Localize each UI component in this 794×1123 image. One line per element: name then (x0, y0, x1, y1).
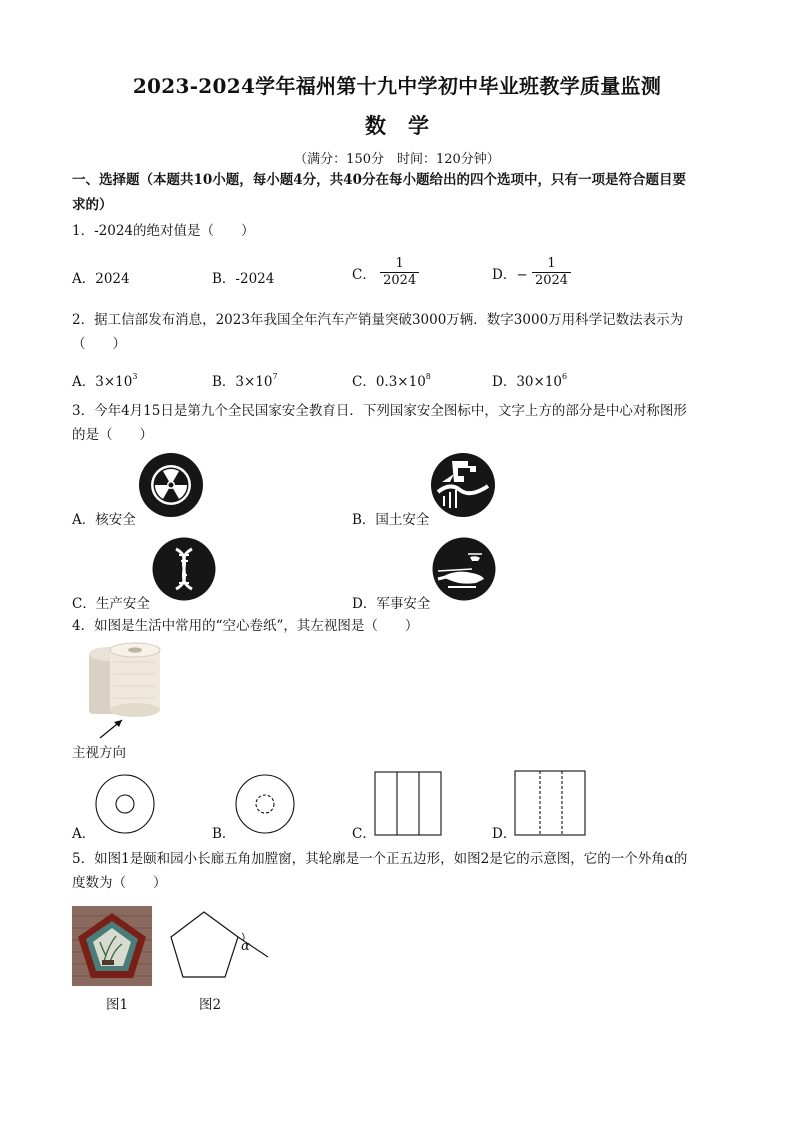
q2-stem-line2: （ ） (72, 336, 126, 352)
q1-option-b: B．-2024 (212, 271, 275, 287)
q1-option-c-label: C． (352, 266, 376, 283)
section-heading-line2: 求的） (72, 197, 113, 213)
exponent: 3 (132, 372, 138, 381)
option-text: B．3×10 (212, 374, 273, 390)
nuclear-safety-icon (138, 452, 204, 518)
q2-option-a (72, 370, 137, 390)
q4-option-a-figure (94, 773, 156, 835)
q4-option-b: B． (212, 826, 236, 842)
exam-title: 2023-2024学年福州第十九中学初中毕业班教学质量监测 (132, 74, 662, 98)
q5-stem-line1: 5．如图1是颐和园小长廊五角加膛窗，其轮廓是一个正五边形，如图2是它的示意图，它的一个外角α的 (72, 851, 688, 867)
q3-option-b: B．国土安全 (352, 512, 430, 528)
q2-option-b (212, 370, 278, 390)
q1-option-d-fraction (532, 256, 571, 289)
dna-production-safety-icon (152, 537, 216, 601)
q4-option-d-figure (514, 770, 588, 838)
q1-option-a: A．2024 (72, 271, 130, 287)
q5-stem (72, 847, 727, 895)
fraction-numerator: 1 (547, 256, 556, 271)
pentagon-diagram (168, 910, 272, 980)
q4-option-a: A． (72, 826, 96, 842)
front-view-direction-label: 主视方向 (72, 745, 126, 761)
q4-option-b-figure (234, 773, 296, 835)
military-safety-icon (432, 537, 496, 601)
q3-option-c: C．生产安全 (72, 596, 150, 612)
angle-alpha-label: α (241, 939, 250, 954)
q4-option-d: D． (492, 826, 517, 842)
exponent: 8 (425, 372, 431, 381)
q3-option-a: A．核安全 (72, 512, 136, 528)
q1-stem: 1．-2024的绝对值是（ ） (72, 223, 255, 239)
fraction-denominator: 2024 (532, 272, 571, 289)
q5-stem-line2: 度数为（ ） (72, 875, 167, 891)
q3-stem (72, 399, 727, 447)
figure-2-caption: 图2 (199, 997, 222, 1013)
figure-1-caption: 图1 (106, 997, 129, 1013)
q3-option-d: D．军事安全 (352, 596, 431, 612)
paper-roll-image (86, 642, 172, 742)
q4-stem: 4．如图是生活中常用的“空心卷纸”，其左视图是（ ） (72, 618, 419, 634)
q4-option-c-figure (374, 771, 444, 837)
q2-stem (72, 308, 727, 356)
q3-stem-line2: 的是（ ） (72, 427, 153, 443)
territory-safety-icon (430, 452, 496, 518)
subject-title: 数学 (365, 113, 451, 138)
fraction-denominator: 2024 (380, 272, 419, 289)
q3-stem-line1: 3．今年4月15日是第九个全民国家安全教育日．下列国家安全图标中，文字上方的部分是中心对称图形 (72, 403, 687, 419)
section-heading (72, 168, 727, 218)
exam-info: （满分：150分 时间：120分钟） (294, 152, 500, 167)
pentagon-window-photo (72, 906, 152, 986)
option-text: A．3×10 (72, 374, 133, 390)
exponent: 7 (272, 372, 278, 381)
section-heading-line1: 一、选择题（本题共10小题，每小题4分，共40分在每小题给出的四个选项中，只有一项是符合题目要 (72, 172, 686, 188)
q2-stem-line1: 2．据工信部发布消息，2023年我国全年汽车产销量突破3000万辆．数字3000万用科学记数法表示为 (72, 312, 684, 328)
q2-option-d (492, 370, 567, 390)
q4-option-c: C． (352, 826, 376, 842)
q1-option-d (492, 256, 571, 289)
option-text: C．0.3×10 (352, 374, 426, 390)
q1-option-d-label: D．− (492, 266, 528, 283)
q2-option-c (352, 370, 431, 390)
q1-option-c (352, 256, 419, 289)
exponent: 6 (562, 372, 568, 381)
option-text: D．30×10 (492, 374, 562, 390)
q1-option-c-fraction (380, 256, 419, 289)
fraction-numerator: 1 (395, 256, 404, 271)
